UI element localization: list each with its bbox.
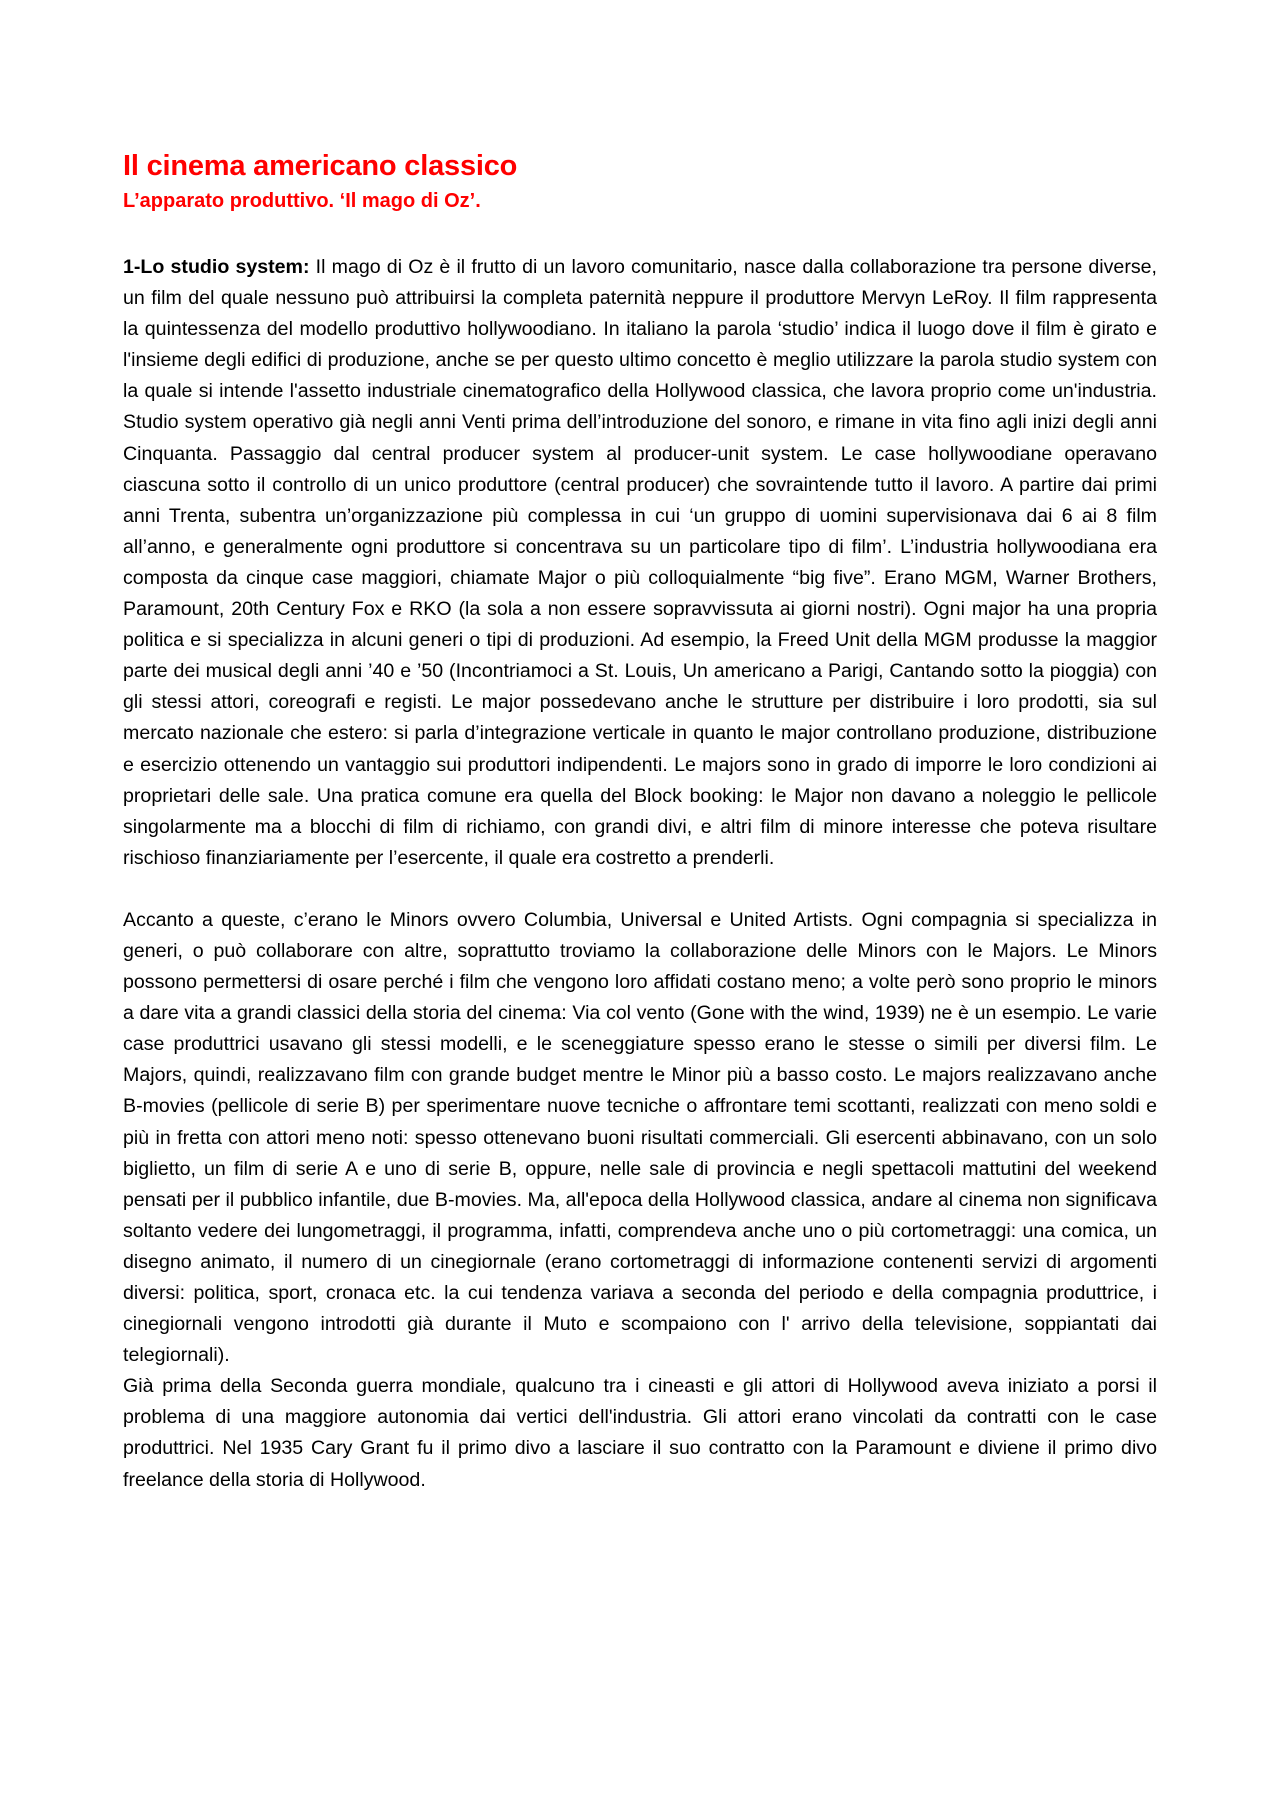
paragraph-lead: 1-Lo studio system:: [123, 256, 310, 278]
document-subtitle: L’apparato produttivo. ‘Il mago di Oz’.: [123, 190, 481, 212]
paragraph-freelance: [123, 1371, 1157, 1495]
paragraph-text: Accanto a queste, c’erano le Minors ovvero Columbia, Universal e United Artists. Ogni compagnia si specializza in generi, o può collaborare con altre, soprattutto troviamo la collaborazione delle Minors con le Majors. Le Minors possono permettersi di osare perché i film che vengono loro affidati costano meno; a volte però sono proprio le minors a dare vita a grandi classici della storia del cinema: Via col vento (Gone with the wind, 1939) ne è un esempio. Le varie case produttrici usavano gli stessi modelli, e le sceneggiature spesso erano le stesse o simili per diversi film. Le Majors, quindi, realizzavano film con grande budget mentre le Minor più a basso costo. Le majors realizzavano anche B-movies (pellicole di serie B) per sperimentare nuove tecniche o affrontare temi scottanti, realizzati con meno soldi e più in fretta con attori meno noti: spesso ottenevano buoni risultati commerciali. Gli esercenti abbinavano, con un solo biglietto, un film di serie A e uno di serie B, oppure, nelle sale di provincia e negli spettacoli mattutini del weekend pensati per il pubblico infantile, due B-movies. Ma, all'epoca della Hollywood classica, andare al cinema non significava soltanto vedere dei lungometraggi, il programma, infatti, comprendeva anche uno o più cortometraggi: una comica, un disegno animato, il numero di un cinegiornale (erano cortometraggi di informazione contenenti servizi di argomenti diversi: politica, sport, cronaca etc. la cui tendenza variava a seconda del periodo e della compagnia produttrice, i cinegiornali vengono introdotti già durante il Muto e scompaiono con l' arrivo della televisione, soppiantati dai telegiornali).: [123, 908, 1157, 1367]
paragraph-minors: [123, 905, 1157, 1371]
document-body: [123, 252, 1157, 1496]
document-title: Il cinema americano classico: [123, 150, 518, 182]
paragraph-studio-system: [123, 252, 1157, 874]
paragraph-text: Già prima della Seconda guerra mondiale, qualcuno tra i cineasti e gli attori di Hollywood aveva iniziato a porsi il problema di una maggiore autonomia dai vertici dell'industria. Gli attori erano vincolati da contratti con le case produttrici. Nel 1935 Cary Grant fu il primo divo a lasciare il suo contratto con la Paramount e diviene il primo divo freelance della storia di Hollywood.: [123, 1375, 1157, 1491]
paragraph-text: Il mago di Oz è il frutto di un lavoro comunitario, nasce dalla collaborazione tra persone diverse, un film del quale nessuno può attribuirsi la completa paternità neppure il produttore Mervyn LeRoy. Il film rappresenta la quintessenza del modello produttivo hollywoodiano. In italiano la parola ‘studio’ indica il luogo dove il film è girato e l'insieme degli edifici di produzione, anche se per questo ultimo concetto è meglio utilizzare la parola studio system con la quale si intende l'assetto industriale cinematografico della Hollywood classica, che lavora proprio come un'industria. Studio system operativo già negli anni Venti prima dell’introduzione del sonoro, e rimane in vita fino agli inizi degli anni Cinquanta. Passaggio dal central producer system al producer-unit system. Le case hollywoodiane operavano ciascuna sotto il controllo di un unico produttore (central producer) che sovraintende tutto il lavoro. A partire dai primi anni Trenta, subentra un’organizzazione più complessa in cui ‘un gruppo di uomini supervisionava dai 6 ai 8 film all’anno, e generalmente ogni produttore si concentrava su un particolare tipo di film’. L’industria hollywoodiana era composta da cinque case maggiori, chiamate Major o più colloquialmente “big five”. Erano MGM, Warner Brothers, Paramount, 20th Century Fox e RKO (la sola a non essere sopravvissuta ai giorni nostri). Ogni major ha una propria politica e si specializza in alcuni generi o tipi di produzioni. Ad esempio, la Freed Unit della MGM produsse la maggior parte dei musical degli anni ’40 e ’50 (Incontriamoci a St. Louis, Un americano a Parigi, Cantando sotto la pioggia) con gli stessi attori, coreografi e registi. Le major possedevano anche le strutture per distribuire i loro prodotti, sia sul mercato nazionale che estero: si parla d’integrazione verticale in quanto le major controllano produzione, distribuzione e esercizio ottenendo un vantaggio sui produttori indipendenti. Le majors sono in grado di imporre le loro condizioni ai proprietari delle sale. Una pratica comune era quella del Block booking: le Major non davano a noleggio le pellicole singolarmente ma a blocchi di film di richiamo, con grandi divi, e altri film di minore interesse che poteva risultare rischioso finanziariamente per l’esercente, il quale era costretto a prenderli.: [123, 256, 1157, 869]
document-page: [123, 148, 1157, 1496]
